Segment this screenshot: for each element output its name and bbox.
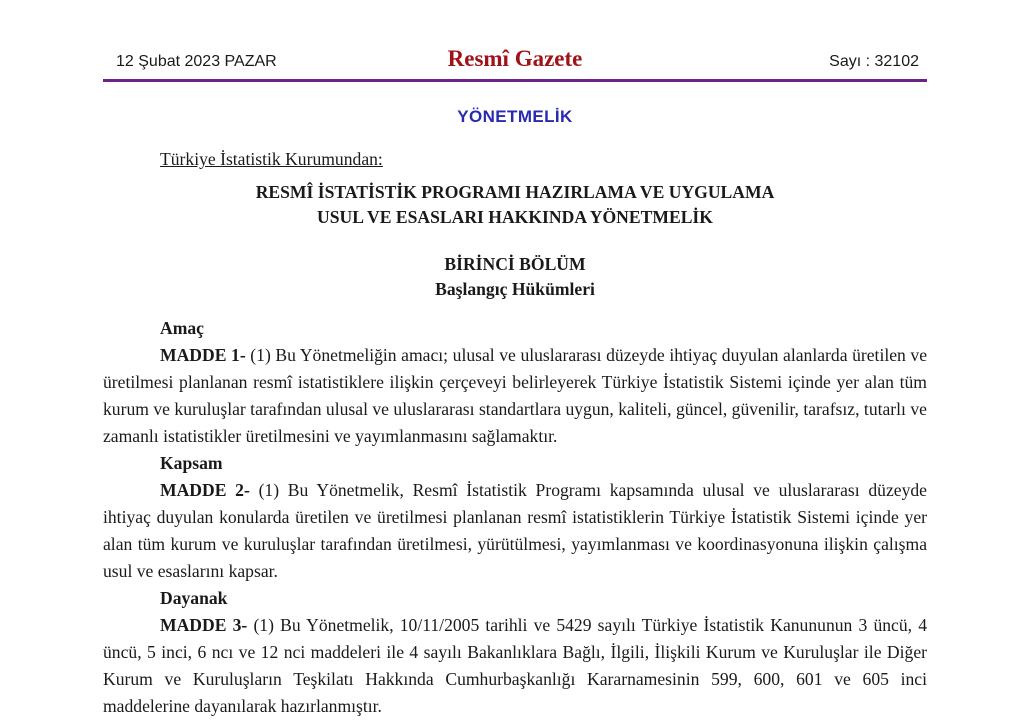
section-heading: Amaç bbox=[160, 318, 204, 338]
section-banner: YÖNETMELİK bbox=[457, 107, 573, 126]
madde-text: (1) Bu Yönetmeliğin amacı; ulusal ve uluslararası düzeyde ihtiyaç duyulan alanlarda üretilen ve üretilmesi planlanan resmî istatistiklere ilişkin çerçeveyi belirleyerek Türkiye İstatistik Sistemi içinde yer alan tüm kurum ve kuruluşlar tarafından ulusal ve uluslararası standartlara uygun, kaliteli, güncel, güvenilir, tarafsız, tutarlı ve zamanlı istatistikler üretilmesini ve yayımlanmasını sağlamaktır. bbox=[103, 345, 928, 446]
sections bbox=[103, 315, 927, 720]
section-dayanak bbox=[103, 585, 927, 720]
madde-label: MADDE 3- bbox=[160, 615, 248, 635]
masthead-date: 12 Şubat 2023 PAZAR bbox=[116, 53, 277, 70]
chapter-name: BİRİNCİ BÖLÜM bbox=[444, 254, 586, 274]
chapter-subtitle: Başlangıç Hükümleri bbox=[435, 279, 595, 299]
section-amac bbox=[103, 315, 927, 450]
madde-label: MADDE 2- bbox=[160, 480, 250, 500]
regulation-title-line2: USUL VE ESASLARI HAKKINDA YÖNETMELİK bbox=[317, 207, 713, 227]
section-body bbox=[103, 477, 927, 585]
regulation-title-line1: RESMÎ İSTATİSTİK PROGRAMI HAZIRLAMA VE UYGULAMA bbox=[255, 182, 775, 202]
section-body bbox=[103, 342, 927, 450]
section-kapsam bbox=[103, 450, 927, 585]
issuing-authority: Türkiye İstatistik Kurumundan: bbox=[160, 149, 383, 169]
section-heading: Dayanak bbox=[160, 588, 228, 608]
gazette-title: Resmî Gazete bbox=[447, 46, 583, 71]
section-heading: Kapsam bbox=[160, 453, 223, 473]
page-content bbox=[103, 0, 927, 720]
section-body bbox=[103, 612, 927, 720]
regulation-document bbox=[103, 146, 927, 720]
masthead-rule bbox=[103, 79, 927, 82]
issue-number: Sayı : 32102 bbox=[829, 53, 919, 70]
madde-text: (1) Bu Yönetmelik, Resmî İstatistik Programı kapsamında ulusal ve uluslararası düzeyde ihtiyaç duyulan konularda üretilen ve üretilmesi planlanan resmî istatistiklerin Türkiye İstatistik Sistemi içinde yer alan tüm kurum ve kuruluşlar tarafından üretilmesi, yürütülmesi, yayımlanması ve koordinasyonuna ilişkin çalışma usul ve esaslarını kapsar. bbox=[103, 480, 927, 581]
madde-label: MADDE 1- bbox=[160, 345, 246, 365]
madde-text: (1) Bu Yönetmelik, 10/11/2005 tarihli ve 5429 sayılı Türkiye İstatistik Kanununun 3 üncü, 4 üncü, 5 inci, 6 ncı ve 12 nci maddeleri ile 4 sayılı Bakanlıklara Bağlı, İlgili, İlişkili Kurum ve Kuruluşlar ile Diğer Kurum ve Kuruluşların Teşkilatı Hakkında Cumhurbaşkanlığı Kararnamesinin 599, 600, 601 ve 605 inci maddelerine dayanılarak hazırlanmıştır. bbox=[103, 615, 927, 716]
masthead bbox=[103, 0, 927, 72]
